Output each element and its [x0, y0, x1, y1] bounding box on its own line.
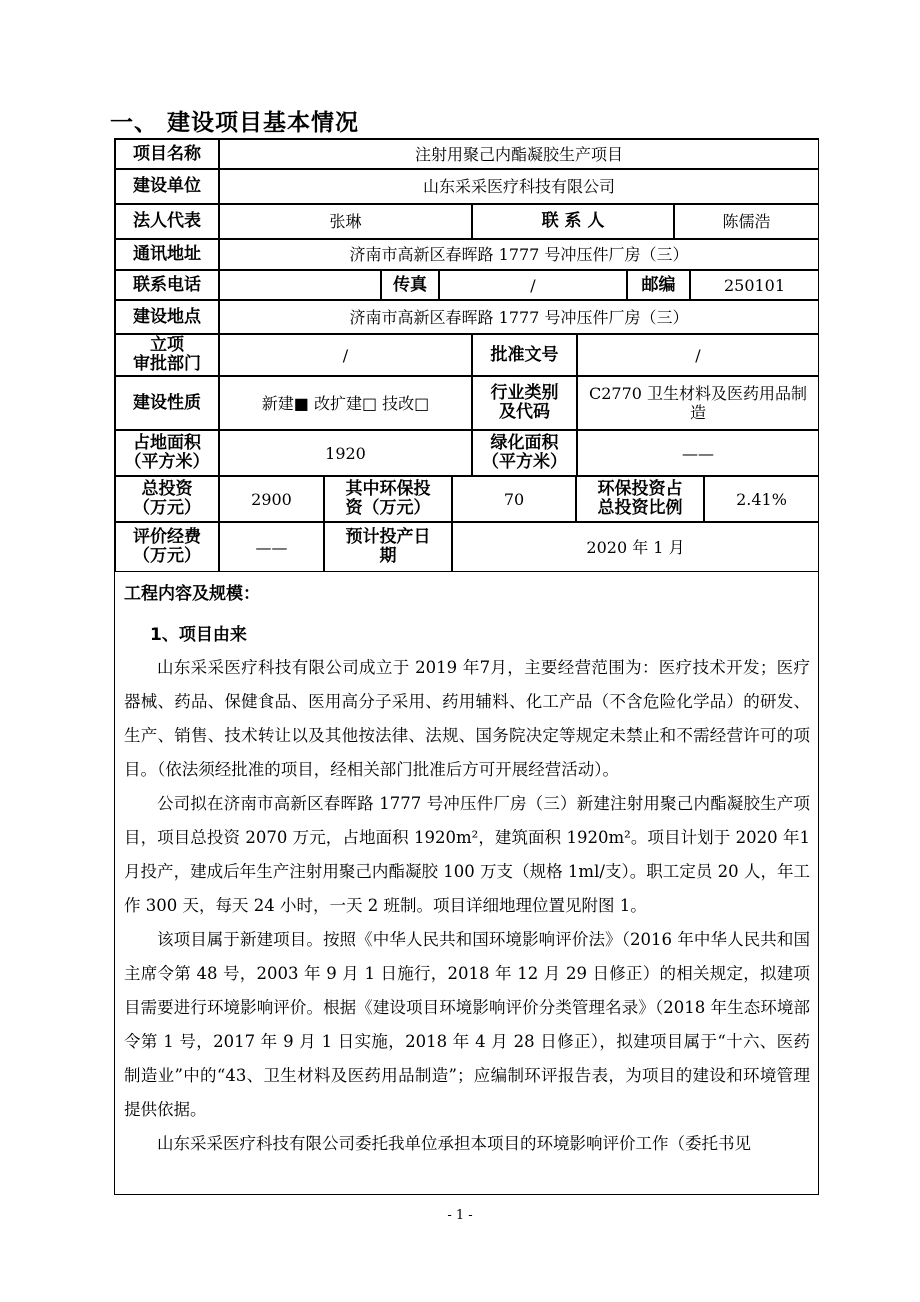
paragraph-2: 公司拟在济南市高新区春晖路 1777 号冲压件厂房（三）新建注射用聚己内酯凝胶生产项目，项目总投资 2070 万元，占地面积 1920m²，建筑面积 1920m²。项目计划于 2020 年1月投产，建成后年生产注射用聚己内酯凝胶 100 万支（规格 1ml/支）。职工定员 20 人，年工作 300 天，每天 24 小时，一天 2 班制。项目详细地理位置见附图 1。 — [124, 794, 810, 915]
paragraph-1: 山东采采医疗科技有限公司成立于 2019 年7月，主要经营范围为：医疗技术开发；医疗器械、药品、保健食品、医用高分子采用、药用辅料、化工产品（不含危险化学品）的研发、生产、销售、技术转让以及其他按法律、法规、国务院决定等规定未禁止和不需经营许可的项目。（依法须经批准的项目，经相关部门批准后方可开展经营活动）。 — [124, 658, 810, 779]
page-heading: 一、 建设项目基本情况 — [110, 110, 360, 136]
env-invest-value: 70 — [452, 476, 576, 522]
paragraph-4: 山东采采医疗科技有限公司委托我单位承担本项目的环境影响评价工作（委托书见 — [157, 1134, 751, 1153]
industry-label — [472, 376, 577, 430]
paragraph-3: 该项目属于新建项目。按照《中华人民共和国环境影响评价法》（2016 年中华人民共和国主席令第 48 号，2003 年 9 月 1 日施行，2018 年 12 月 29 日修正）的相关规定，拟建项目需要进行环境影响评价。根据《建设项目环境影响评价分类管理名录》（2018 年生态环境部令第 1 号，2017 年 9 月 1 日实施，2018 年 4 月 28 日修正），拟建项目属于“十六、医药制造业”中的“43、卫生材料及医药用品制造”；应编制环评报告表，为项目的建设和环境管理提供依据。 — [124, 930, 810, 1119]
invest-label-line2: （万元） — [133, 498, 201, 518]
address-value: 济南市高新区春晖路 1777 号冲压件厂房（三） — [219, 239, 819, 270]
contact-label: 联 系 人 — [472, 204, 674, 239]
ratio-label-line2: 总投资比例 — [597, 498, 683, 518]
approval-no-value: / — [577, 334, 819, 376]
env-invest-label-line2: 资（万元） — [345, 498, 431, 518]
legal-rep-label: 法人代表 — [115, 204, 219, 239]
area-label — [115, 430, 219, 476]
approval-dept-label-line2: 审批部门 — [133, 354, 201, 374]
invest-label — [115, 476, 219, 522]
phone-value — [219, 270, 381, 300]
ratio-label — [576, 476, 704, 522]
green-label-line1: 绿化面积 — [490, 433, 559, 453]
fee-label-line1: 评价经费 — [133, 527, 201, 547]
site-label: 建设地点 — [115, 300, 219, 334]
ratio-label-line1: 环保投资占 — [597, 479, 683, 499]
address-label: 通讯地址 — [115, 239, 219, 270]
project-name-value: 注射用聚己内酯凝胶生产项目 — [219, 139, 819, 169]
invest-value: 2900 — [219, 476, 324, 522]
ratio-value: 2.41% — [704, 476, 819, 522]
invest-label-line1: 总投资 — [141, 479, 193, 499]
date-label-line1: 预计投产日 — [345, 527, 431, 547]
nature-label: 建设性质 — [115, 376, 219, 430]
area-label-line2: （平方米） — [124, 452, 210, 472]
green-label — [472, 430, 577, 476]
approval-dept-label — [115, 334, 219, 376]
area-label-line1: 占地面积 — [133, 433, 201, 453]
postcode-value: 250101 — [690, 270, 819, 300]
fee-label-line2: （万元） — [133, 546, 201, 566]
green-label-line2: （平方米） — [482, 452, 567, 472]
date-value: 2020 年 1 月 — [452, 522, 819, 572]
phone-label: 联系电话 — [115, 270, 219, 300]
content-section — [114, 573, 819, 1161]
industry-label-line1: 行业类别 — [490, 383, 559, 403]
green-value: —— — [577, 430, 819, 476]
fax-value: / — [439, 270, 627, 300]
date-label — [324, 522, 452, 572]
area-value: 1920 — [219, 430, 472, 476]
site-value: 济南市高新区春晖路 1777 号冲压件厂房（三） — [219, 300, 819, 334]
fee-label — [115, 522, 219, 572]
unit-value: 山东采采医疗科技有限公司 — [219, 169, 819, 204]
industry-label-line2: 及代码 — [499, 402, 550, 422]
page-number: - 1 - — [447, 1208, 473, 1223]
project-name-label: 项目名称 — [115, 139, 219, 169]
approval-dept-value: / — [219, 334, 472, 376]
contact-value: 陈儒浩 — [674, 204, 819, 239]
legal-rep-value: 张琳 — [219, 204, 472, 239]
env-invest-label-line1: 其中环保投 — [345, 479, 431, 499]
env-invest-label — [324, 476, 452, 522]
postcode-label: 邮编 — [627, 270, 690, 300]
unit-label: 建设单位 — [115, 169, 219, 204]
industry-value: C2770 卫生材料及医药用品制造 — [577, 376, 819, 430]
date-label-line2: 期 — [379, 546, 397, 566]
approval-no-label: 批准文号 — [472, 334, 577, 376]
fax-label: 传真 — [381, 270, 439, 300]
fee-value: —— — [219, 522, 324, 572]
approval-dept-label-line1: 立项 — [150, 335, 184, 355]
nature-value: 新建■ 改扩建□ 技改□ — [219, 376, 472, 430]
section-title: 工程内容及规模： — [124, 584, 260, 604]
sub-title: 1、项目由来 — [150, 625, 247, 645]
